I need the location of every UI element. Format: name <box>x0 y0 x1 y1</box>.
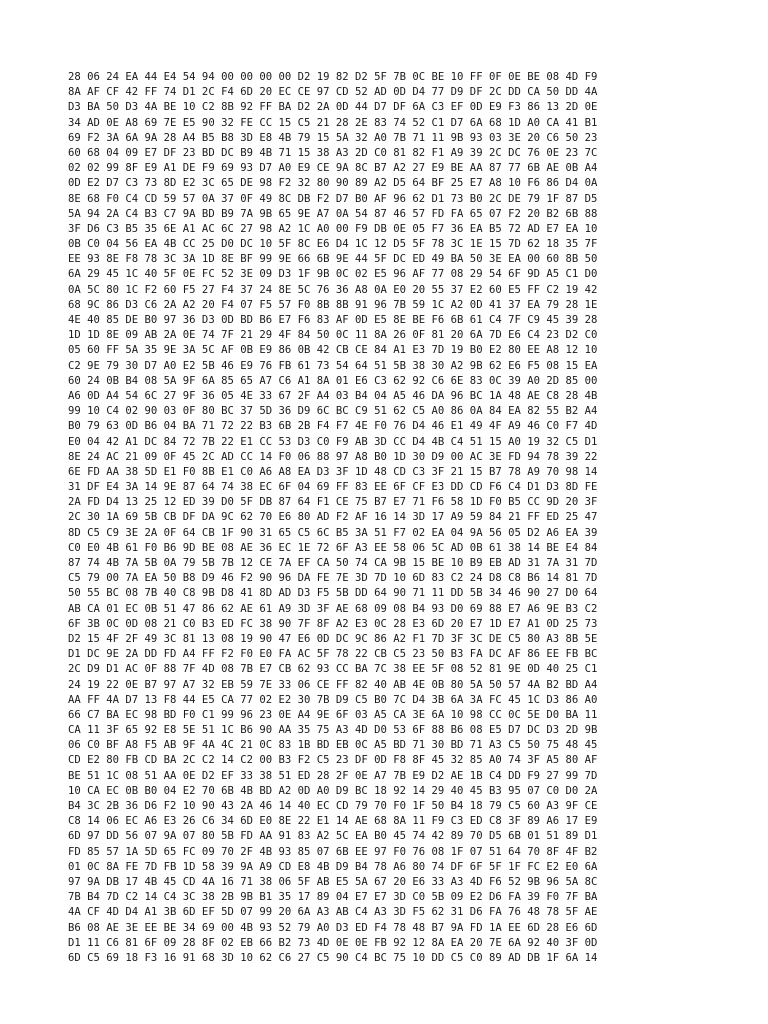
hex-dump-line: 2A FD D4 13 25 12 ED 39 D0 5F DB 87 64 F1 CE 75 B7 E7 71 F6 58 1D F0 B5 CC 9D 20 3F <box>68 496 598 509</box>
hex-dump-line: 50 55 BC 08 7B 40 C8 9B D8 41 8D AD D3 F5 5B DD 64 90 71 11 DD 5B 34 46 90 27 D0 64 <box>68 587 598 600</box>
hex-dump-line: D1 11 C6 81 6F 09 28 8F 02 EB 66 B2 73 4D 0E 0E FB 92 12 8A EA 20 7E 6A 92 40 3F 0D <box>68 936 598 949</box>
hex-dump-line: 1D 1D 8E 09 AB 2A 0E 74 7F 21 29 4F 84 50 0C 11 8A 26 0F 81 20 6A 7D E6 C4 23 D2 C0 <box>68 329 598 342</box>
hex-dump-line: EE 93 8E F8 78 3C 3A 1D 8E BF 99 9E 66 6B 9E 44 5F DC ED 49 BA 50 3E EA 00 60 8B 50 <box>68 253 598 266</box>
hex-dump-line: 0B C0 04 56 EA 4B CC 25 D0 DC 10 5F 8C E6 D4 1C 12 D5 5F 78 3C 1E 15 7D 62 18 35 7F <box>68 238 598 251</box>
hex-dump-line: 6A 29 45 1C 40 5F 0E FC 52 3E 09 D3 1F 9B 0C 02 E5 96 AF 77 08 29 54 6F 9D A5 C1 D0 <box>68 268 598 281</box>
hex-dump-line: 60 68 04 09 E7 DF 23 BD DC B9 4B 71 15 38 A3 2D C0 81 82 F1 A9 39 2C DC 76 0E 23 7C <box>68 146 598 159</box>
hex-dump-line: 8E 68 F0 C4 CD 59 57 0A 37 0F 49 8C DB F2 D7 B0 AF 96 62 D1 73 B0 2C DE 79 1F 87 D5 <box>68 192 598 205</box>
hex-dump-line: 28 06 24 EA 44 E4 54 94 00 00 00 00 D2 19 82 D2 5F 7B 0C BE 10 FF 0F 0E BE 08 4D F9 <box>68 71 598 83</box>
hex-dump-line: 10 CA EC 0B B0 04 E2 70 6B 4B BD A2 0D A0 D9 BC 18 92 14 29 40 45 B3 95 07 C0 D0 2A <box>68 784 598 797</box>
hex-dump-line: C2 9E 79 30 D7 A0 E2 5B 46 E9 76 FB 61 73 54 64 51 5B 38 30 A2 9B 62 E6 F5 08 15 EA <box>68 359 598 372</box>
hex-dump-line: 2C 30 1A 69 5B CB DF DA 9C 62 70 E6 80 AD F2 AF 16 14 3D 17 A9 59 84 21 FF ED 25 47 <box>68 511 598 524</box>
hex-dump-line: B4 3C 2B 36 D6 F2 10 90 43 2A 46 14 40 EC CD 79 70 F0 1F 50 B4 18 79 C5 60 A3 9F CE <box>68 800 598 812</box>
hex-dump-line: C0 E0 4B 61 F0 B6 9D BE 08 AE 36 EC 1E 72 6F A3 EE 58 06 5C AD 0B 61 38 14 BE E4 84 <box>68 541 598 554</box>
hex-dump-line: D2 15 4F 2F 49 3C 81 13 08 19 90 47 E6 0D DC 9C 86 A2 F1 7D 3F 3C DE C5 80 A3 8B 5E <box>68 632 598 645</box>
hex-dump-line: 99 10 C4 02 90 03 0F 80 BC 37 5D 36 D9 6C BC C9 51 62 C5 A0 86 0A 84 EA 82 55 B2 A4 <box>68 405 598 418</box>
hex-dump-line: 60 24 0B B4 08 5A 9F 6A 85 65 A7 C6 A1 8A 01 E6 C3 62 92 C6 6E 83 0C 39 A0 2D 85 00 <box>68 374 598 387</box>
hex-dump-line: 6E FD AA 38 5D E1 F0 8B E1 C0 A6 A8 EA D3 3F 1D 48 CD C3 3F 21 15 B7 78 A9 70 98 14 <box>68 465 598 478</box>
hex-dump-line: 6D C5 69 18 F3 16 91 68 3D 10 62 C6 27 C5 90 C4 BC 75 10 DD C5 C0 89 AD DB 1F 6A 14 <box>68 951 598 964</box>
hex-dump-line: 4A CF 4D D4 A1 3B 6D EF 5D 07 99 20 6A A3 AB C4 A3 3D F5 62 31 D6 FA 76 48 78 5F AE <box>68 906 598 919</box>
hex-dump-line: CA 11 3F 65 92 E8 5E 51 1C B6 90 AA 35 75 A3 4D D0 53 6F 88 B6 08 E5 D7 DC D3 2D 9B <box>68 724 598 737</box>
hex-dump-line: 97 9A DB 17 4B 45 CD 4A 16 71 38 06 5F AB E5 5A 67 20 E6 33 A3 4D F6 52 9B 96 5A 8C <box>68 875 598 888</box>
hex-dump-line: 2C D9 D1 AC 0F 88 7F 4D 08 7B E7 CB 62 93 CC BA 7C 38 EE 5F 08 52 81 9E 0D 40 25 C1 <box>68 663 598 676</box>
hex-dump-line: 8E 24 AC 21 09 0F 45 2C AD CC 14 F0 06 88 97 A8 B0 1D 30 D9 00 AC 3E FD 94 78 39 22 <box>68 450 598 463</box>
hex-dump-line: 24 19 22 0E B7 97 A7 32 EB 59 7E 33 06 CE FF 82 40 AB 4E 0B 80 5A 50 57 4A B2 BD A4 <box>68 678 598 691</box>
hex-dump-line: AA FF 4A D7 13 F8 44 E5 CA 77 02 E2 30 7B D9 C5 B0 7C D4 3B 6A 3A FC 45 1C D3 86 A0 <box>68 693 598 706</box>
hex-dump-line: 34 AD 0E A8 69 7E E5 90 32 FE CC 15 C5 21 28 2E 83 74 52 C1 D7 6A 68 1D A0 CA 41 B1 <box>68 116 598 129</box>
hex-dump-line: A6 0D A4 54 6C 27 9F 36 05 4E 33 67 2F A4 03 B4 04 A5 46 DA 96 BC 1A 48 AE C8 28 4B <box>68 389 598 402</box>
hex-dump-line: 02 02 99 8F E9 A1 DE F9 69 93 D7 A0 E9 CE 9A 8C B7 A2 27 E9 BE AA 87 77 6B AE 0B A4 <box>68 162 598 175</box>
hex-dump-line: B6 08 AE 3E EE BE 34 69 00 4B 93 52 79 A0 D3 ED F4 78 48 B7 9A FD 1A EE 6D 28 E6 6D <box>68 921 598 934</box>
hex-dump-line: E0 04 42 A1 DC 84 72 7B 22 E1 CC 53 D3 C0 F9 AB 3D CC D4 4B C4 51 15 A0 19 32 C5 D1 <box>68 435 598 448</box>
hex-dump-line: C5 79 00 7A EA 50 B8 D9 46 F2 90 96 DA FE 7E 3D 7D 10 6D 83 C2 24 D8 C8 B6 14 81 7D <box>68 572 598 585</box>
hex-dump-line: 6F 3B 0C 0D 08 21 C0 B3 ED FC 38 90 7F 8F A2 E3 0C 28 E3 6D 20 E7 1D E7 A1 0D 25 73 <box>68 617 598 630</box>
hex-dump-line: 8A AF CF 42 FF 74 D1 2C F4 6D 20 EC CE 97 CD 52 AD 0D D4 77 D9 DF 2C DD CA 50 DD 4A <box>68 86 598 99</box>
hex-dump-line: 0A 5C 80 1C F2 60 F5 27 F4 37 24 8E 5C 76 36 A8 0A E0 20 55 37 E2 60 E5 FF C2 19 42 <box>68 283 598 296</box>
hex-dump-line: 3F D6 C3 B5 35 6E A1 AC 6C 27 98 A2 1C A0 00 F9 DB 0E 05 F7 36 EA B5 72 AD E7 EA 10 <box>68 222 598 235</box>
hex-dump-line: AB CA 01 EC 0B 51 47 86 62 AE 61 A9 3D 3F AE 68 09 08 B4 93 D0 69 88 E7 A6 9E B3 C2 <box>68 602 598 615</box>
hex-dump-line: BE 51 1C 08 51 AA 0E D2 EF 33 38 51 ED 28 2F 0E A7 7B E9 D2 AE 1B C4 DD F9 27 99 7D <box>68 769 598 782</box>
hex-dump-line: 87 74 4B 7A 5B 0A 79 5B 7B 12 CE 7A EF CA 50 74 CA 9B 15 BE 10 B9 EB AD 31 7A 31 7D <box>68 557 598 569</box>
hex-dump-line: 8D C5 C9 3E 2A 0F 64 CB 1F 90 31 65 C5 6C B5 3A 51 F7 02 EA 04 9A 56 05 D2 A6 EA 39 <box>68 526 598 539</box>
hex-dump-line: C8 14 06 EC A6 E3 26 C6 34 6D E0 8E 22 E1 14 AE 68 8A 11 F9 C3 ED C8 3F 89 A6 17 E9 <box>68 815 598 828</box>
hex-dump-line: D3 BA 50 D3 4A BE 10 C2 8B 92 FF BA D2 2A 0D 44 D7 DF 6A C3 EF 0D E9 F3 86 13 2D 0E <box>68 101 598 114</box>
hex-dump-line: 01 0C 8A FE 7D FB 1D 58 39 9A A9 CD E8 4B D9 B4 78 A6 80 74 DF 6F 5F 1F FC E2 E0 6A <box>68 860 598 873</box>
hex-dump-line: FD 85 57 1A 5D 65 FC 09 70 2F 4B 93 85 07 6B EE 97 F0 76 08 1F 07 51 64 70 8F 4F B2 <box>68 845 598 858</box>
hex-dump-line: 6D 97 DD 56 07 9A 07 80 5B FD AA 91 83 A2 5C EA B0 45 74 42 89 70 D5 6B 01 51 89 D1 <box>68 830 598 843</box>
hex-dump-line: B0 79 63 0D B6 04 BA 71 72 22 B3 6B 2B F4 F7 4E F0 76 D4 46 E1 49 4F A9 46 C0 F7 4D <box>68 420 598 433</box>
hex-dump-line: CD E2 80 FB CD BA 2C C2 14 C2 00 B3 F2 C5 23 DF 0D F8 8F 45 32 85 A0 74 3F A5 80 AF <box>68 754 598 767</box>
hex-dump-line: 69 F2 3A 6A 9A 28 A4 B5 B8 3D E8 4B 79 15 5A 32 A0 7B 71 11 9B 93 03 3E 20 C6 50 23 <box>68 131 598 144</box>
hex-dump-line: 31 DF E4 3A 14 9E 87 64 74 38 EC 6F 04 69 FF 83 EE 6F CF E3 DD CD F6 C4 D1 D3 8D FE <box>68 481 598 494</box>
hex-dump-line: 68 9C 86 D3 C6 2A A2 20 F4 07 F5 57 F0 8B 8B 91 96 7B 59 1C A2 0D 41 37 EA 79 28 1E <box>68 298 598 311</box>
hex-dump-line: D1 DC 9E 2A DD FD A4 FF F2 F0 E0 FA AC 5F 78 22 CB C5 23 50 B3 FA DC AF 86 EE FB BC <box>68 648 598 661</box>
hex-dump-block <box>68 70 700 966</box>
hex-dump-line: 06 C0 BF A8 F5 AB 9F 4A 4C 21 0C 83 1B BD EB 0C A5 BD 71 30 BD 71 A3 C5 50 75 48 45 <box>68 739 598 752</box>
hex-dump-line: 5A 94 2A C4 B3 C7 9A BD B9 7A 9B 65 9E A7 0A 54 87 46 57 FD FA 65 07 F2 20 B2 6B 88 <box>68 207 598 220</box>
hex-dump-line: 05 60 FF 5A 35 9E 3A 5C AF 0B E9 86 0B 42 CB CE 84 A1 E3 7D 19 B0 E2 80 EE A8 12 10 <box>68 344 598 357</box>
hex-dump-line: 7B B4 7D C2 14 C4 3C 38 2B 9B B1 35 17 89 04 E7 E7 3D C0 5B 09 E2 D6 FA 39 F0 7F BA <box>68 891 598 904</box>
hex-dump-line: 0D E2 D7 C3 73 8D E2 3C 65 DE 98 F2 32 80 90 89 A2 D5 64 BF 25 E7 A8 10 F6 86 D4 0A <box>68 177 598 190</box>
hex-dump-line: 4E 40 85 DE B0 97 36 D3 0D BD B6 E7 F6 83 AF 0D E5 8E BE F6 6B 61 C4 7F C9 45 39 28 <box>68 314 598 326</box>
hex-dump-line: 66 C7 BA EC 98 BD F0 C1 99 96 23 0E A4 9E 6F 03 A5 CA 3E 6A 10 98 CC 0C 5E D0 BA 11 <box>68 708 598 721</box>
